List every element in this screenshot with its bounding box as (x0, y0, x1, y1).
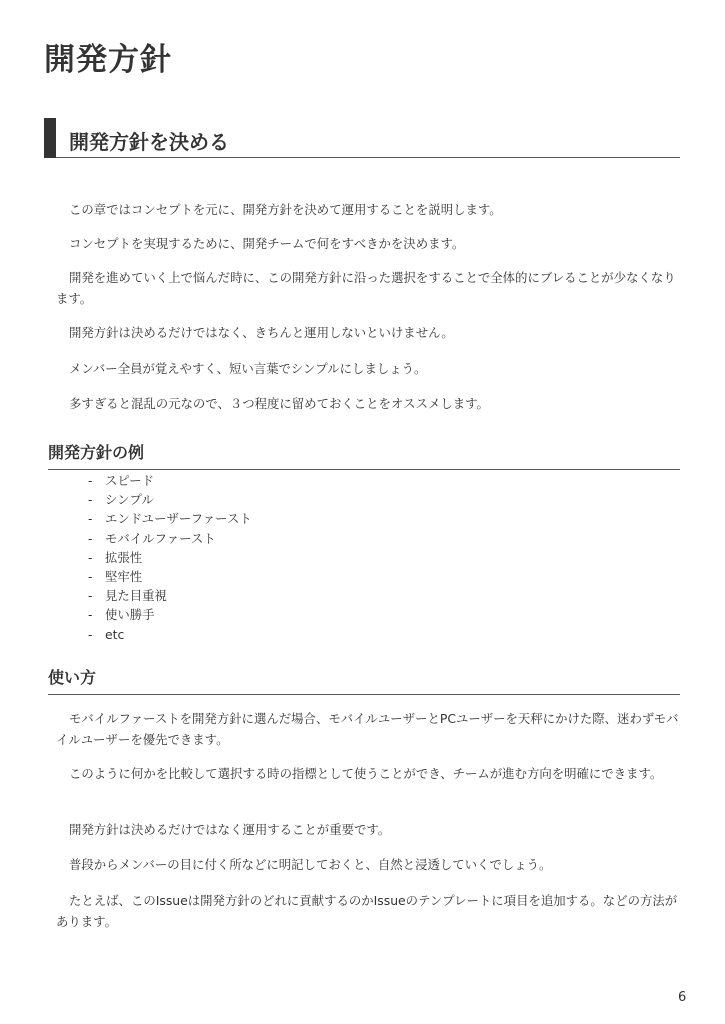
page-number: 6 (678, 990, 687, 1005)
examples-heading: 開発方針の例 (48, 440, 680, 470)
list-item (88, 625, 124, 644)
list-bullet: - (88, 569, 93, 584)
list-item-text: シンプル (105, 492, 154, 508)
paragraph: コンセプトを実現するために、開発チームで何をすべきかを決めます。 (69, 236, 465, 251)
paragraph: たとえば、このIssueは開発方針のどれに貢献するのかIssueのテンプレートに項目を追加する。などの方法があります。 (56, 893, 678, 929)
list-item (88, 509, 252, 528)
list-item-text: etc (105, 626, 125, 642)
list-bullet: - (88, 511, 93, 527)
list-item-text: 拡張性 (105, 549, 143, 565)
list-bullet: - (88, 549, 93, 565)
list-item-text: 堅牢性 (105, 569, 143, 584)
list-bullet: - (88, 626, 93, 642)
list-item-text: 使い勝手 (105, 607, 155, 623)
list-bullet: - (88, 530, 93, 546)
list-item-text: スピード (105, 473, 155, 488)
paragraph: 開発を進めていく上で悩んだ時に、この開発方針に沿った選択をすることで全体的にブレることが少なくなります。 (56, 270, 676, 306)
list-item (88, 586, 167, 605)
usage-heading: 使い方 (48, 665, 680, 695)
list-item (88, 529, 216, 548)
list-bullet: - (88, 607, 93, 623)
list-item (88, 490, 154, 509)
list-item-text: エンドユーザーファースト (105, 511, 252, 527)
list-item-text: 見た目重視 (105, 588, 167, 604)
paragraph: モバイルファーストを開発方針に選んだ場合、モバイルユーザーとPCユーザーを天秤にかけた際、迷わずモバイルユーザーを優先できます。 (56, 711, 679, 747)
list-item-text: モバイルファースト (105, 530, 216, 546)
paragraph: 普段からメンバーの目に付く所などに明記しておくと、自然と浸透していくでしょう。 (69, 857, 552, 872)
page-title: 開発方針 (44, 42, 172, 78)
list-bullet: - (88, 588, 93, 604)
paragraph: この章ではコンセプトを元に、開発方針を決めて運用することを説明します。 (69, 202, 502, 217)
section-heading-text: 開発方針を決める (69, 130, 229, 154)
list-item (88, 567, 142, 586)
list-bullet: - (88, 473, 93, 488)
heading-bar (44, 118, 56, 158)
list-item (88, 548, 142, 567)
list-bullet: - (88, 492, 93, 508)
paragraph: 開発方針は決めるだけではなく、きちんと運用しないといけません。 (69, 325, 454, 340)
paragraph: このように何かを比較して選択する時の指標として使うことができ、チームが進む方向を明確にできます。 (69, 766, 663, 781)
paragraph: 開発方針は決めるだけではなく運用することが重要です。 (69, 822, 391, 837)
paragraph: メンバー全員が覚えやすく、短い言葉でシンプルにしましょう。 (69, 361, 427, 376)
section-heading (44, 118, 680, 158)
list-item (88, 605, 155, 624)
list-item (88, 471, 154, 490)
paragraph: 多すぎると混乱の元なので、３つ程度に留めておくことをオススメします。 (69, 396, 489, 411)
